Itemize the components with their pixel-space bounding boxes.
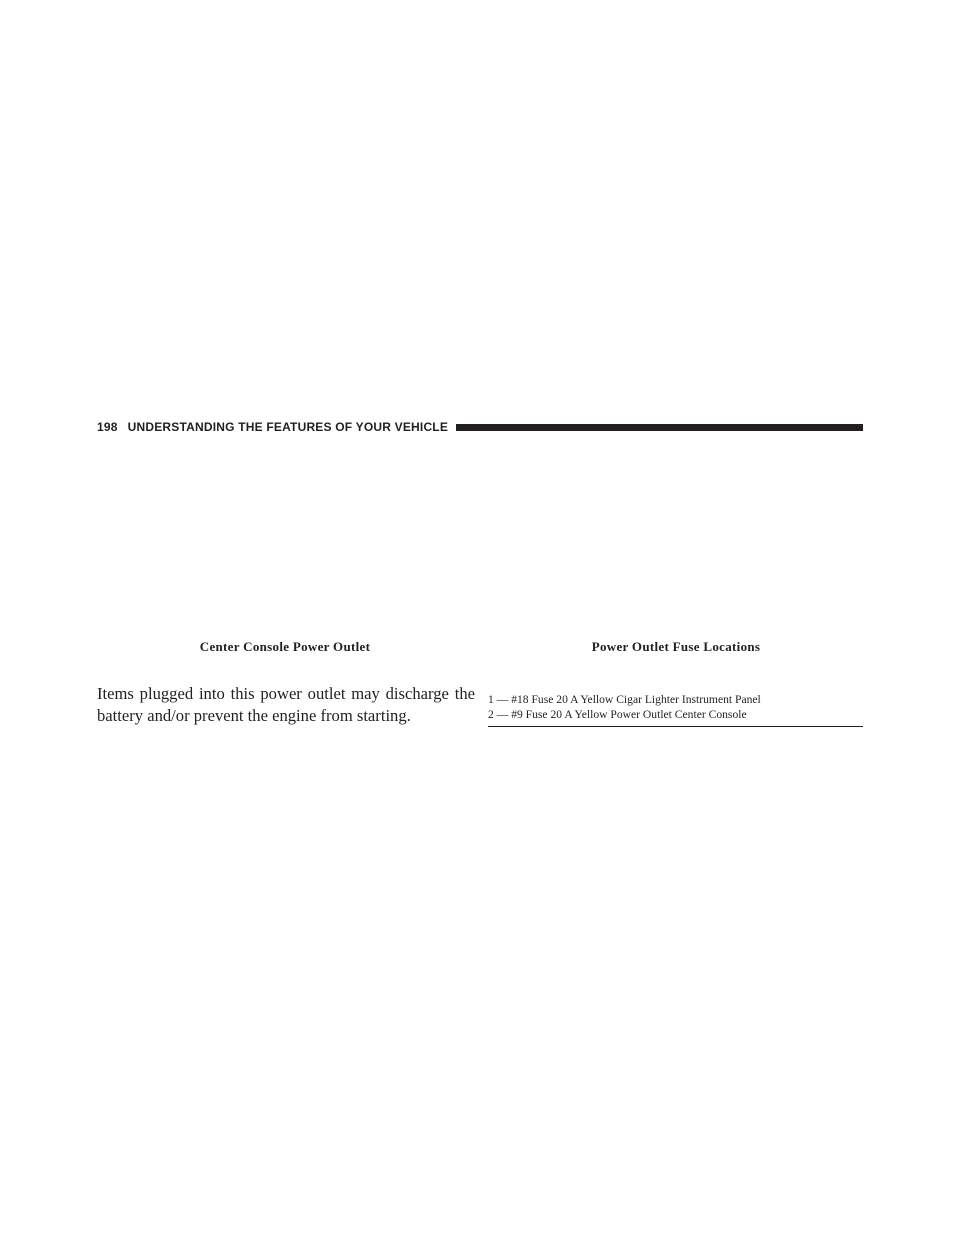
page-number: 198 [97, 420, 118, 434]
fuse-legend-item: 1 — #18 Fuse 20 A Yellow Cigar Lighter Instrument Panel [488, 693, 761, 706]
section-title: UNDERSTANDING THE FEATURES OF YOUR VEHICLE [127, 420, 449, 434]
header-rule [456, 424, 863, 431]
figure-caption-fuse-locations: Power Outlet Fuse Locations [591, 639, 761, 654]
fuse-legend [488, 692, 863, 727]
body-paragraph: Items plugged into this power outlet may discharge the battery and/or prevent the engine from starting. [97, 684, 475, 725]
figure-caption-console-outlet: Center Console Power Outlet [199, 639, 371, 654]
running-header [97, 419, 863, 435]
fuse-legend-item: 2 — #9 Fuse 20 A Yellow Power Outlet Center Console [488, 708, 747, 721]
